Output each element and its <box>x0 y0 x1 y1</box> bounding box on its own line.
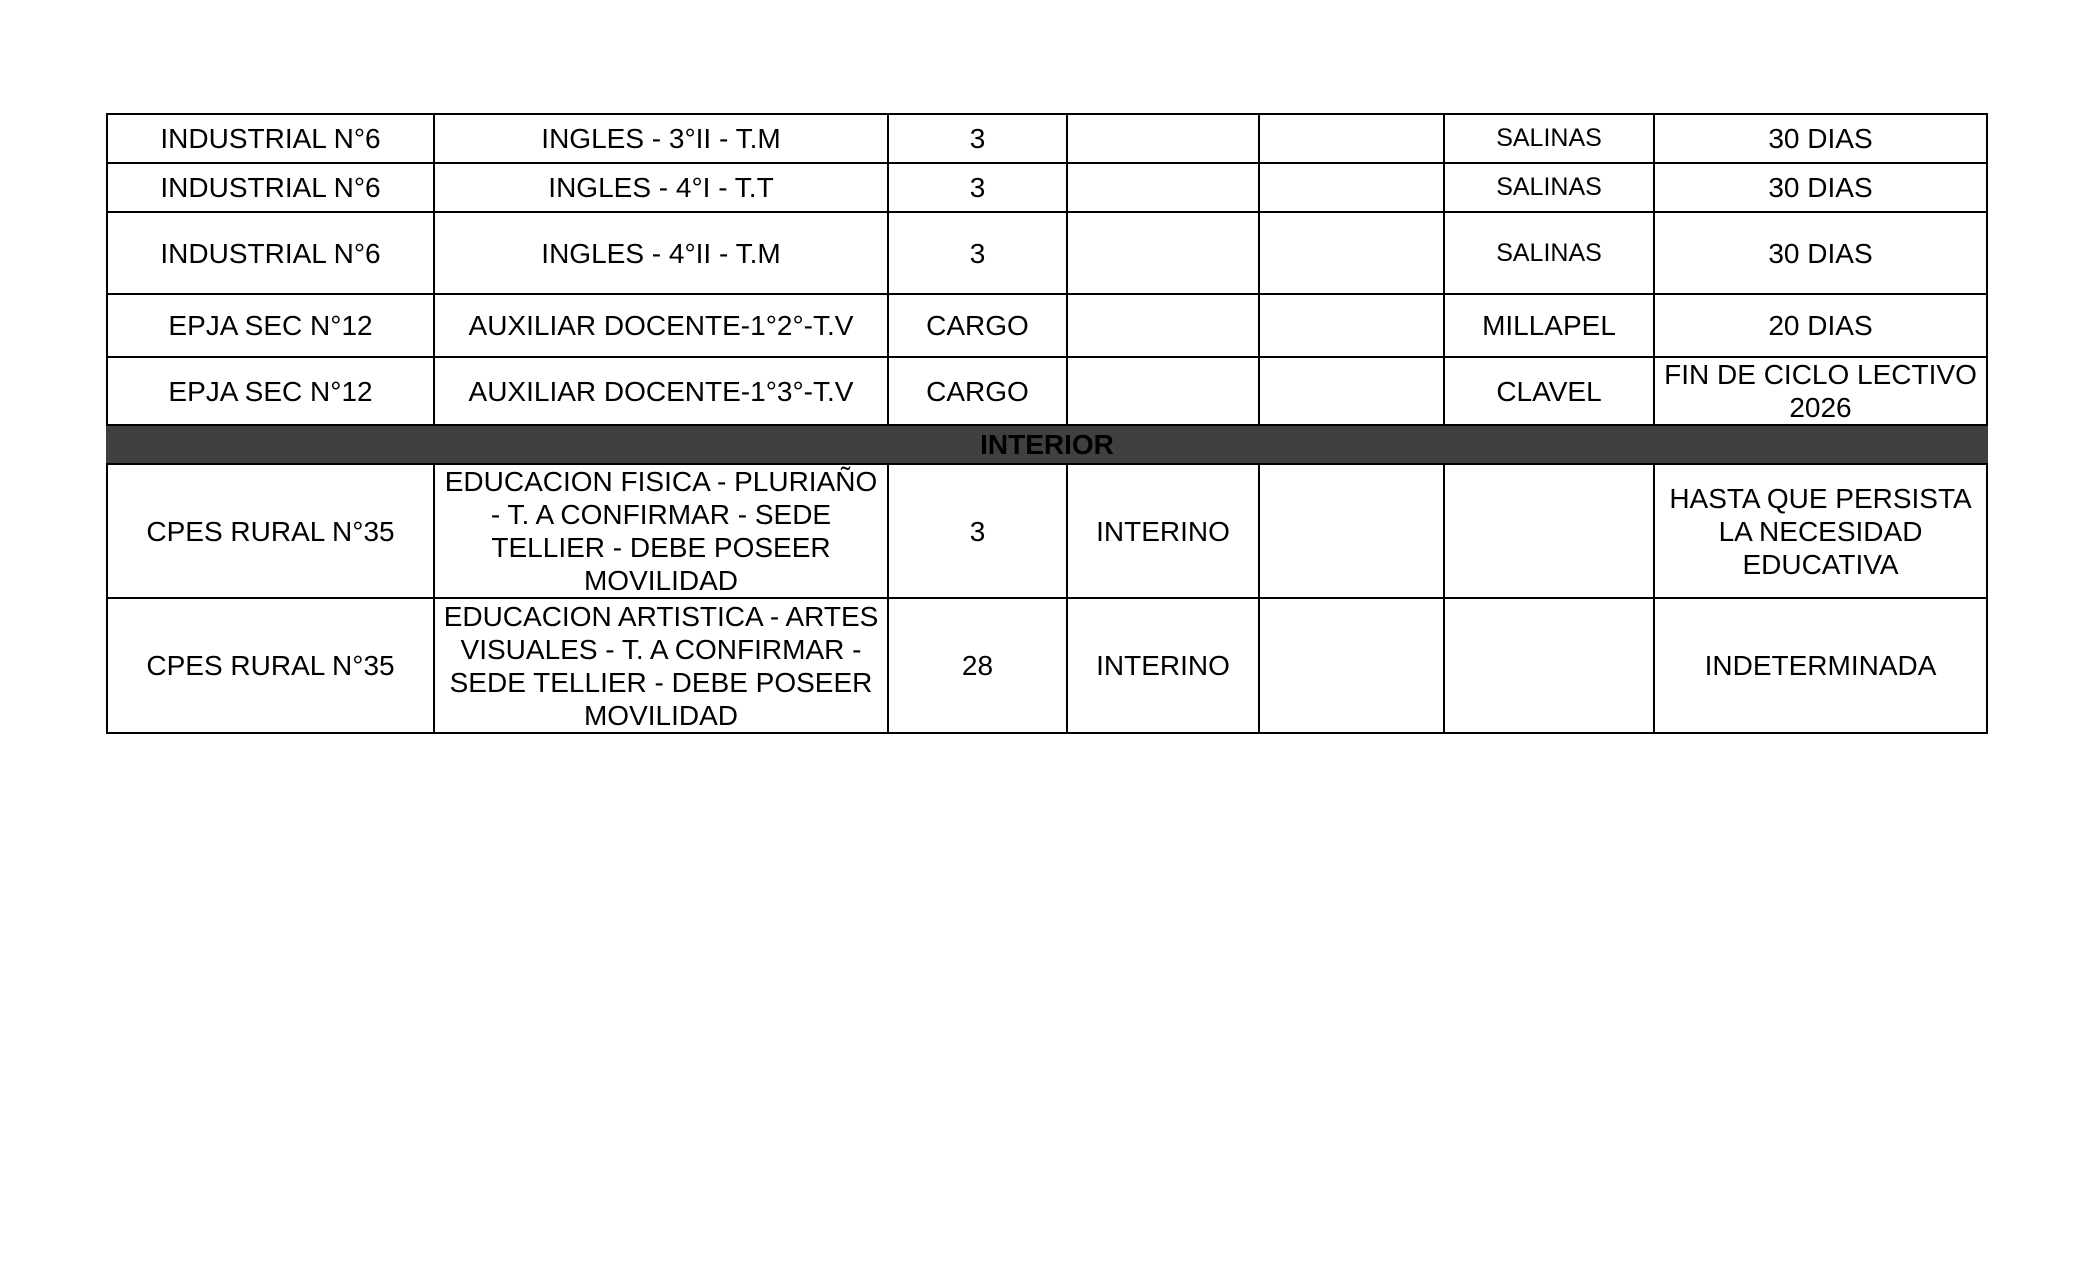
hours-cell: CARGO <box>888 357 1067 425</box>
duration-cell: FIN DE CICLO LECTIVO 2026 <box>1654 357 1987 425</box>
hours-cell: 28 <box>888 598 1067 733</box>
teacher-cell: SALINAS <box>1444 114 1654 163</box>
type-cell: INTERINO <box>1067 598 1259 733</box>
duration-cell: 30 DIAS <box>1654 163 1987 212</box>
extra-cell <box>1259 357 1444 425</box>
extra-cell <box>1259 114 1444 163</box>
subject-cell: AUXILIAR DOCENTE-1°3°-T.V <box>434 357 888 425</box>
school-cell: CPES RURAL N°35 <box>107 598 434 733</box>
extra-cell <box>1259 464 1444 598</box>
vacancies-table <box>106 113 1988 734</box>
hours-cell: 3 <box>888 163 1067 212</box>
table-row <box>107 598 1987 733</box>
type-cell <box>1067 163 1259 212</box>
school-cell: EPJA SEC N°12 <box>107 294 434 357</box>
extra-cell <box>1259 212 1444 294</box>
school-cell: INDUSTRIAL N°6 <box>107 163 434 212</box>
school-cell: INDUSTRIAL N°6 <box>107 212 434 294</box>
duration-cell: INDETERMINADA <box>1654 598 1987 733</box>
teacher-cell: MILLAPEL <box>1444 294 1654 357</box>
school-cell: INDUSTRIAL N°6 <box>107 114 434 163</box>
teacher-cell <box>1444 598 1654 733</box>
table-row <box>107 464 1987 598</box>
hours-cell: 3 <box>888 212 1067 294</box>
type-cell <box>1067 212 1259 294</box>
hours-cell: 3 <box>888 464 1067 598</box>
extra-cell <box>1259 163 1444 212</box>
hours-cell: CARGO <box>888 294 1067 357</box>
duration-cell: 20 DIAS <box>1654 294 1987 357</box>
extra-cell <box>1259 294 1444 357</box>
subject-cell: INGLES - 3°II - T.M <box>434 114 888 163</box>
section-header-row <box>107 425 1987 464</box>
type-cell <box>1067 294 1259 357</box>
table-row <box>107 357 1987 425</box>
table-row <box>107 163 1987 212</box>
teacher-cell: SALINAS <box>1444 212 1654 294</box>
table-row <box>107 294 1987 357</box>
subject-cell: EDUCACION FISICA - PLURIAÑO - T. A CONFIRMAR - SEDE TELLIER - DEBE POSEER MOVILIDAD <box>434 464 888 598</box>
duration-cell: HASTA QUE PERSISTA LA NECESIDAD EDUCATIVA <box>1654 464 1987 598</box>
subject-cell: INGLES - 4°I - T.T <box>434 163 888 212</box>
type-cell: INTERINO <box>1067 464 1259 598</box>
teacher-cell: CLAVEL <box>1444 357 1654 425</box>
school-cell: EPJA SEC N°12 <box>107 357 434 425</box>
extra-cell <box>1259 598 1444 733</box>
school-cell: CPES RURAL N°35 <box>107 464 434 598</box>
section-header: INTERIOR <box>107 425 1987 464</box>
type-cell <box>1067 357 1259 425</box>
subject-cell: AUXILIAR DOCENTE-1°2°-T.V <box>434 294 888 357</box>
type-cell <box>1067 114 1259 163</box>
duration-cell: 30 DIAS <box>1654 212 1987 294</box>
duration-cell: 30 DIAS <box>1654 114 1987 163</box>
teacher-cell: SALINAS <box>1444 163 1654 212</box>
teacher-cell <box>1444 464 1654 598</box>
subject-cell: EDUCACION ARTISTICA - ARTES VISUALES - T. A CONFIRMAR - SEDE TELLIER - DEBE POSEER MOVILIDAD <box>434 598 888 733</box>
table-row <box>107 114 1987 163</box>
subject-cell: INGLES - 4°II - T.M <box>434 212 888 294</box>
table-row <box>107 212 1987 294</box>
hours-cell: 3 <box>888 114 1067 163</box>
